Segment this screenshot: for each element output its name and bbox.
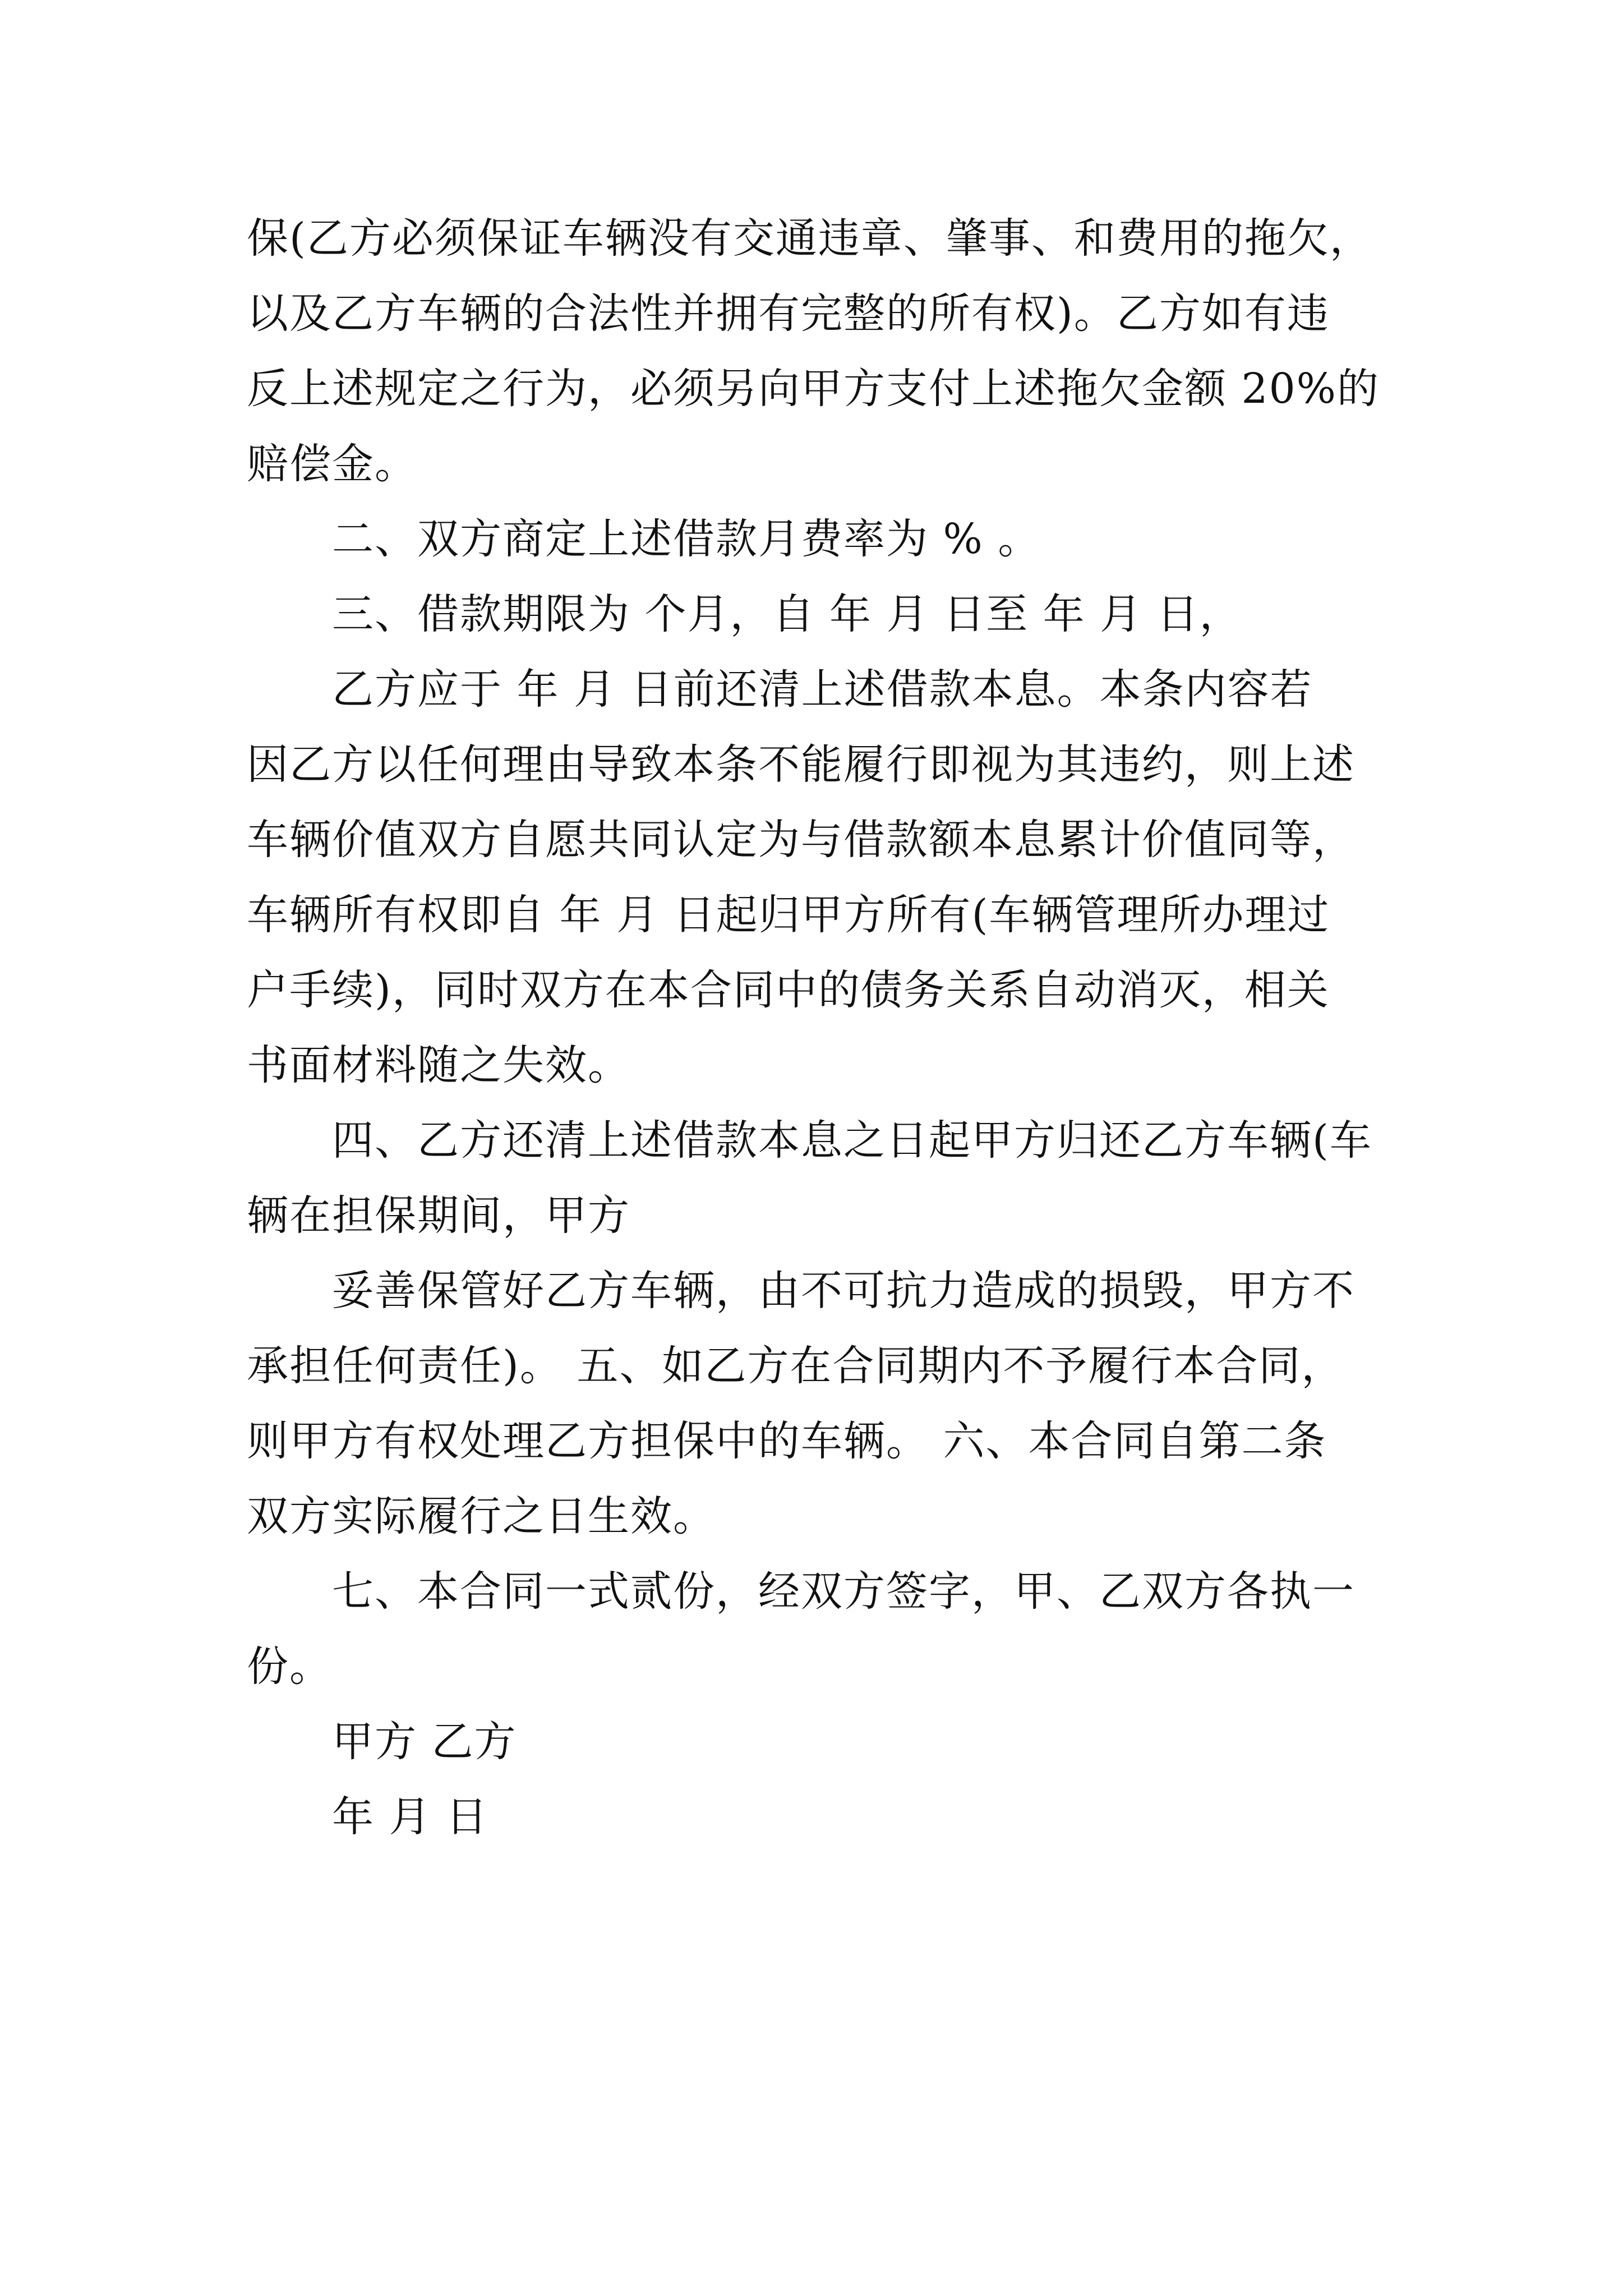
text-line: 车辆价值双方自愿共同认定为与借款额本息累计价值同等， — [247, 816, 1355, 864]
text-line: 份。 — [247, 1642, 332, 1691]
text-line: 乙方应于 年 月 日前还清上述借款本息。本条内容若 — [332, 665, 1313, 714]
text-line: 因乙方以任何理由导致本条不能履行即视为其违约，则上述 — [247, 740, 1355, 789]
text-line: 反上述规定之行为，必须另向甲方支付上述拖欠金额 20%的 — [247, 365, 1380, 413]
text-line: 承担任何责任)。 五、如乙方在合同期内不予履行本合同， — [247, 1342, 1344, 1390]
contract-body — [247, 201, 1380, 1855]
signature-parties: 甲方 乙方 — [332, 1718, 517, 1766]
text-line: 保(乙方必须保证车辆没有交通违章、肇事、和费用的拖欠， — [247, 214, 1372, 263]
text-line: 妥善保管好乙方车辆，由不可抗力造成的损毁，甲方不 — [332, 1267, 1355, 1315]
text-line: 则甲方有权处理乙方担保中的车辆。 六、本合同自第二条 — [247, 1417, 1327, 1465]
clause-two: 二、双方商定上述借款月费率为 % 。 — [332, 515, 1041, 563]
text-line: 车辆所有权即自 年 月 日起归甲方所有(车辆管理所办理过 — [247, 891, 1330, 939]
signature-date: 年 月 日 — [332, 1793, 489, 1841]
clause-seven: 七、本合同一式贰份，经双方签字，甲、乙双方各执一 — [332, 1567, 1355, 1616]
text-line: 户手续)，同时双方在本合同中的债务关系自动消灭，相关 — [247, 966, 1330, 1014]
clause-three: 三、借款期限为 个月，自 年 月 日至 年 月 日， — [332, 590, 1242, 638]
text-line: 辆在担保期间，甲方 — [247, 1191, 630, 1240]
text-line: 书面材料随之失效。 — [247, 1041, 630, 1089]
text-line: 双方实际履行之日生效。 — [247, 1492, 716, 1540]
text-line: 以及乙方车辆的合法性并拥有完整的所有权)。乙方如有违 — [247, 289, 1330, 338]
clause-four: 四、乙方还清上述借款本息之日起甲方归还乙方车辆(车 — [332, 1116, 1372, 1165]
text-line: 赔偿金。 — [247, 440, 417, 488]
